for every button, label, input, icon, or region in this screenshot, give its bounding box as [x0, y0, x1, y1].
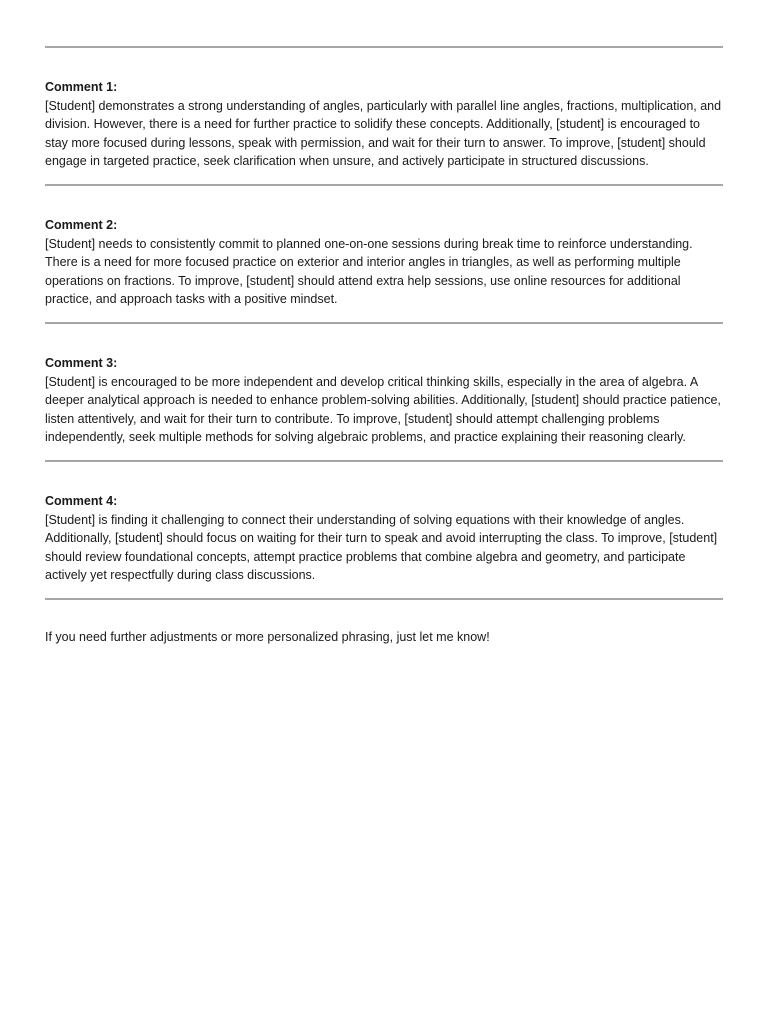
comment-1-title: Comment 1:	[45, 80, 118, 94]
horizontal-rule	[45, 598, 723, 600]
comment-1-body: [Student] demonstrates a strong understanding of angles, particularly with parallel line angles, fractions, multiplication, and division. However, there is a need for further practice to solidify these concepts. Additionally, [student] is encouraged to stay more focused during lessons, speak with permission, and wait for their turn to answer. To improve, [student] should engage in targeted practice, seek clarification when unsure, and actively participate in structured discussions.	[45, 98, 722, 169]
comment-2	[45, 186, 723, 322]
comment-4	[45, 462, 723, 598]
comment-2-body: [Student] needs to consistently commit to planned one-on-one sessions during break time to reinforce understanding. There is a need for more focused practice on exterior and interior angles in triangles, as well as performing multiple operations on fractions. To improve, [student] should attend extra help sessions, use online resources for additional practice, and approach tasks with a positive mindset.	[45, 236, 693, 307]
comment-4-body: [Student] is finding it challenging to connect their understanding of solving equations with their knowledge of angles. Additionally, [student] should focus on waiting for their turn to speak and avoid interrupting the class. To improve, [student] should review foundational concepts, attempt practice problems that combine algebra and geometry, and participate actively yet respectfully during class discussions.	[45, 512, 718, 583]
comment-3-title: Comment 3:	[45, 355, 118, 370]
comment-4-title: Comment 4:	[45, 493, 118, 508]
closing-note: If you need further adjustments or more personalized phrasing, just let me know!	[45, 629, 490, 644]
comment-3-body: [Student] is encouraged to be more independent and develop critical thinking skills, especially in the area of algebra. A deeper analytical approach is needed to enhance problem-solving abilities. Additionally, [student] should practice patience, listen attentively, and wait for their turn to contribute. To improve, [student] should attempt challenging problems independently, seek multiple methods for solving algebraic problems, and practice explaining their reasoning clearly.	[45, 374, 721, 445]
comment-3	[45, 324, 723, 460]
comment-1	[45, 48, 723, 184]
comment-2-title: Comment 2:	[45, 217, 118, 232]
document-page	[45, 46, 723, 646]
